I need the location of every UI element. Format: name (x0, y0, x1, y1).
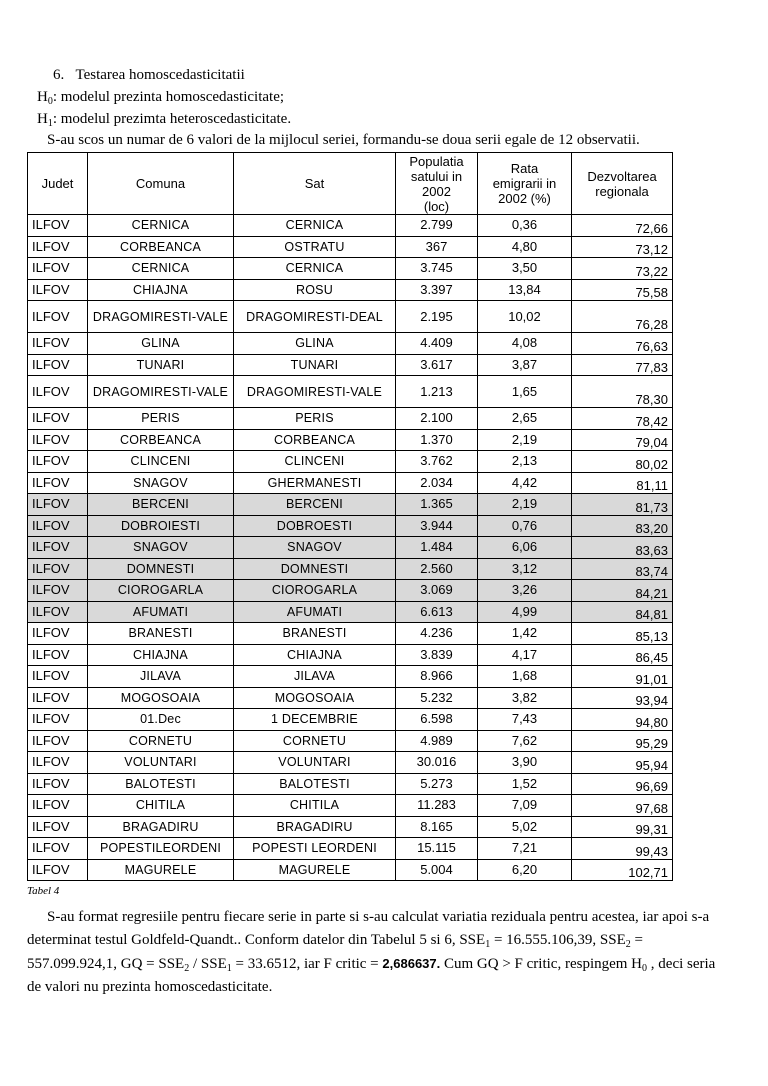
cell-dezvoltare: 80,02 (572, 451, 673, 473)
cell-comuna: CHIAJNA (88, 279, 234, 301)
table-row (28, 515, 673, 537)
cell-sat: POPESTI LEORDENI (234, 838, 396, 860)
hypothesis-h1: $H_1$: modelul prezimta heteroscedasticitate. (37, 111, 292, 129)
cell-sat: OSTRATU (234, 236, 396, 258)
cell-comuna: 01.Dec (88, 709, 234, 731)
table-row (28, 354, 673, 376)
cell-populatia: 5.232 (396, 687, 478, 709)
cell-judet: ILFOV (28, 795, 88, 817)
table-row (28, 451, 673, 473)
cell-judet: ILFOV (28, 408, 88, 430)
cell-sat: TUNARI (234, 354, 396, 376)
cell-comuna: CERNICA (88, 215, 234, 237)
cell-populatia: 2.034 (396, 472, 478, 494)
cell-populatia: 6.613 (396, 601, 478, 623)
cell-populatia: 3.745 (396, 258, 478, 280)
cell-rata: 2,19 (478, 429, 572, 451)
cell-comuna: BERCENI (88, 494, 234, 516)
table-row (28, 666, 673, 688)
cell-comuna: MAGURELE (88, 859, 234, 881)
cell-rata: 3,90 (478, 752, 572, 774)
cell-populatia: 3.944 (396, 515, 478, 537)
cell-comuna: VOLUNTARI (88, 752, 234, 774)
cell-rata: 6,20 (478, 859, 572, 881)
cell-dezvoltare: 83,20 (572, 515, 673, 537)
cell-dezvoltare: 97,68 (572, 795, 673, 817)
cell-comuna: CORNETU (88, 730, 234, 752)
section-number: 6. (53, 67, 65, 83)
cell-sat: CORNETU (234, 730, 396, 752)
cell-comuna: TUNARI (88, 354, 234, 376)
cell-populatia: 15.115 (396, 838, 478, 860)
cell-populatia: 3.839 (396, 644, 478, 666)
cell-populatia: 3.397 (396, 279, 478, 301)
cell-comuna: BRAGADIRU (88, 816, 234, 838)
cell-dezvoltare: 78,42 (572, 408, 673, 430)
cell-populatia: 30.016 (396, 752, 478, 774)
cell-judet: ILFOV (28, 429, 88, 451)
cell-dezvoltare: 78,30 (572, 376, 673, 408)
table-row (28, 429, 673, 451)
cell-comuna: CLINCENI (88, 451, 234, 473)
cell-rata: 2,65 (478, 408, 572, 430)
cell-rata: 1,42 (478, 623, 572, 645)
cell-dezvoltare: 95,29 (572, 730, 673, 752)
cell-judet: ILFOV (28, 666, 88, 688)
header-judet: Judet (28, 153, 88, 215)
cell-rata: 5,02 (478, 816, 572, 838)
cell-rata: 2,19 (478, 494, 572, 516)
cell-comuna: CORBEANCA (88, 236, 234, 258)
f-critic-value: 2,686637. (382, 956, 441, 971)
table-row (28, 709, 673, 731)
cell-sat: BRANESTI (234, 623, 396, 645)
cell-sat: BRAGADIRU (234, 816, 396, 838)
cell-sat: MAGURELE (234, 859, 396, 881)
cell-sat: GHERMANESTI (234, 472, 396, 494)
table-header-row (28, 153, 673, 215)
table-row (28, 644, 673, 666)
cell-rata: 10,02 (478, 301, 572, 333)
cell-rata: 2,13 (478, 451, 572, 473)
cell-populatia: 8.165 (396, 816, 478, 838)
table-row (28, 333, 673, 355)
table-row (28, 236, 673, 258)
cell-sat: DRAGOMIRESTI-DEAL (234, 301, 396, 333)
cell-rata: 7,62 (478, 730, 572, 752)
table-row (28, 601, 673, 623)
cell-judet: ILFOV (28, 580, 88, 602)
cell-judet: ILFOV (28, 709, 88, 731)
cell-comuna: CHIAJNA (88, 644, 234, 666)
cell-rata: 0,36 (478, 215, 572, 237)
table-row (28, 408, 673, 430)
cell-sat: SNAGOV (234, 537, 396, 559)
table-row (28, 472, 673, 494)
cell-rata: 4,08 (478, 333, 572, 355)
cell-judet: ILFOV (28, 558, 88, 580)
table-row (28, 730, 673, 752)
cell-comuna: GLINA (88, 333, 234, 355)
cell-judet: ILFOV (28, 816, 88, 838)
cell-comuna: AFUMATI (88, 601, 234, 623)
cell-judet: ILFOV (28, 301, 88, 333)
cell-dezvoltare: 73,22 (572, 258, 673, 280)
cell-judet: ILFOV (28, 515, 88, 537)
cell-comuna: CIOROGARLA (88, 580, 234, 602)
cell-sat: PERIS (234, 408, 396, 430)
cell-dezvoltare: 72,66 (572, 215, 673, 237)
cell-populatia: 4.236 (396, 623, 478, 645)
cell-dezvoltare: 99,43 (572, 838, 673, 860)
cell-rata: 4,17 (478, 644, 572, 666)
table-row (28, 537, 673, 559)
cell-populatia: 1.365 (396, 494, 478, 516)
cell-rata: 7,43 (478, 709, 572, 731)
table-row (28, 301, 673, 333)
cell-sat: MOGOSOAIA (234, 687, 396, 709)
table-row (28, 859, 673, 881)
cell-populatia: 4.989 (396, 730, 478, 752)
cell-populatia: 2.560 (396, 558, 478, 580)
cell-populatia: 5.273 (396, 773, 478, 795)
cell-judet: ILFOV (28, 236, 88, 258)
hypothesis-h0: $H_0$: modelul prezinta homoscedasticitate; (37, 89, 285, 107)
cell-dezvoltare: 76,63 (572, 333, 673, 355)
cell-judet: ILFOV (28, 451, 88, 473)
cell-judet: ILFOV (28, 730, 88, 752)
table-row (28, 838, 673, 860)
cell-comuna: JILAVA (88, 666, 234, 688)
cell-comuna: DOBROIESTI (88, 515, 234, 537)
cell-rata: 1,52 (478, 773, 572, 795)
table-caption: Tabel 4 (27, 885, 60, 897)
cell-judet: ILFOV (28, 376, 88, 408)
cell-populatia: 1.484 (396, 537, 478, 559)
cell-populatia: 5.004 (396, 859, 478, 881)
cell-comuna: DRAGOMIRESTI-VALE (88, 301, 234, 333)
cell-comuna: MOGOSOAIA (88, 687, 234, 709)
table-row (28, 687, 673, 709)
cell-judet: ILFOV (28, 601, 88, 623)
cell-sat: DOMNESTI (234, 558, 396, 580)
data-table (27, 152, 673, 881)
header-dezvoltare: Dezvoltarea regionala (572, 153, 673, 215)
cell-rata: 4,80 (478, 236, 572, 258)
cell-judet: ILFOV (28, 472, 88, 494)
cell-dezvoltare: 77,83 (572, 354, 673, 376)
cell-sat: BERCENI (234, 494, 396, 516)
header-sat: Sat (234, 153, 396, 215)
cell-populatia: 367 (396, 236, 478, 258)
intro-text: S-au scos un numar de 6 valori de la mijlocul seriei, formandu-se doua serii egale de 12 observatii. (47, 132, 640, 148)
cell-sat: DOBROESTI (234, 515, 396, 537)
cell-sat: CERNICA (234, 215, 396, 237)
table-row (28, 816, 673, 838)
cell-dezvoltare: 73,12 (572, 236, 673, 258)
cell-judet: ILFOV (28, 333, 88, 355)
table-row (28, 376, 673, 408)
table-row (28, 558, 673, 580)
cell-dezvoltare: 95,94 (572, 752, 673, 774)
cell-dezvoltare: 84,81 (572, 601, 673, 623)
cell-sat: CIOROGARLA (234, 580, 396, 602)
cell-sat: AFUMATI (234, 601, 396, 623)
cell-rata: 3,50 (478, 258, 572, 280)
cell-dezvoltare: 86,45 (572, 644, 673, 666)
cell-comuna: CHITILA (88, 795, 234, 817)
cell-comuna: SNAGOV (88, 472, 234, 494)
cell-comuna: DRAGOMIRESTI-VALE (88, 376, 234, 408)
cell-comuna: SNAGOV (88, 537, 234, 559)
cell-populatia: 8.966 (396, 666, 478, 688)
cell-populatia: 6.598 (396, 709, 478, 731)
cell-dezvoltare: 76,28 (572, 301, 673, 333)
cell-rata: 7,21 (478, 838, 572, 860)
cell-rata: 13,84 (478, 279, 572, 301)
cell-sat: DRAGOMIRESTI-VALE (234, 376, 396, 408)
cell-comuna: PERIS (88, 408, 234, 430)
cell-sat: CHIAJNA (234, 644, 396, 666)
cell-populatia: 3.617 (396, 354, 478, 376)
cell-rata: 3,82 (478, 687, 572, 709)
cell-judet: ILFOV (28, 215, 88, 237)
table-body (28, 215, 673, 881)
cell-dezvoltare: 79,04 (572, 429, 673, 451)
cell-populatia: 1.213 (396, 376, 478, 408)
cell-rata: 7,09 (478, 795, 572, 817)
cell-dezvoltare: 81,73 (572, 494, 673, 516)
table-row (28, 215, 673, 237)
cell-dezvoltare: 102,71 (572, 859, 673, 881)
cell-populatia: 2.195 (396, 301, 478, 333)
cell-dezvoltare: 94,80 (572, 709, 673, 731)
table-row (28, 494, 673, 516)
cell-comuna: DOMNESTI (88, 558, 234, 580)
cell-dezvoltare: 93,94 (572, 687, 673, 709)
cell-rata: 4,42 (478, 472, 572, 494)
cell-dezvoltare: 83,63 (572, 537, 673, 559)
cell-judet: ILFOV (28, 859, 88, 881)
cell-rata: 0,76 (478, 515, 572, 537)
cell-rata: 1,65 (478, 376, 572, 408)
cell-judet: ILFOV (28, 687, 88, 709)
cell-populatia: 2.799 (396, 215, 478, 237)
cell-sat: CLINCENI (234, 451, 396, 473)
cell-judet: ILFOV (28, 838, 88, 860)
table-row (28, 258, 673, 280)
cell-sat: CHITILA (234, 795, 396, 817)
table-row (28, 773, 673, 795)
cell-populatia: 2.100 (396, 408, 478, 430)
cell-dezvoltare: 91,01 (572, 666, 673, 688)
cell-rata: 3,12 (478, 558, 572, 580)
cell-judet: ILFOV (28, 623, 88, 645)
table-row (28, 580, 673, 602)
cell-comuna: CERNICA (88, 258, 234, 280)
section-title: Testarea homoscedasticitatii (75, 67, 245, 83)
cell-sat: JILAVA (234, 666, 396, 688)
cell-sat: ROSU (234, 279, 396, 301)
table-row (28, 752, 673, 774)
cell-populatia: 3.069 (396, 580, 478, 602)
header-rata: Rata emigrarii in 2002 (%) (478, 153, 572, 215)
table-row (28, 279, 673, 301)
cell-sat: CERNICA (234, 258, 396, 280)
table-row (28, 623, 673, 645)
cell-dezvoltare: 81,11 (572, 472, 673, 494)
cell-comuna: BALOTESTI (88, 773, 234, 795)
cell-judet: ILFOV (28, 752, 88, 774)
cell-judet: ILFOV (28, 258, 88, 280)
cell-judet: ILFOV (28, 354, 88, 376)
cell-sat: BALOTESTI (234, 773, 396, 795)
cell-dezvoltare: 75,58 (572, 279, 673, 301)
cell-dezvoltare: 99,31 (572, 816, 673, 838)
table-row (28, 795, 673, 817)
conclusion-paragraph: S-au format regresiile pentru fiecare serie in parte si s-au calculat variatia reziduala pentru acestea, iar apoi s-a determinat testul Goldfeld-Quandt.. Conform datelor din Tabelul 5 si 6, $SSE_1 = 16.555.106,39$, $SSE_2 = 557.099.924,1$, GQ = $SSE_2 / SSE_1 = 33.6512$, iar F critic = 2,686637. Cum GQ > F critic, respingem $H_0$ , deci seria de valori nu prezinta homoscedasticitate. (27, 909, 716, 995)
header-populatia: Populatia satului in 2002 (loc) (396, 153, 478, 215)
cell-populatia: 11.283 (396, 795, 478, 817)
cell-rata: 6,06 (478, 537, 572, 559)
cell-judet: ILFOV (28, 537, 88, 559)
cell-judet: ILFOV (28, 279, 88, 301)
cell-judet: ILFOV (28, 494, 88, 516)
cell-dezvoltare: 83,74 (572, 558, 673, 580)
cell-comuna: CORBEANCA (88, 429, 234, 451)
cell-sat: CORBEANCA (234, 429, 396, 451)
cell-sat: 1 DECEMBRIE (234, 709, 396, 731)
cell-comuna: BRANESTI (88, 623, 234, 645)
cell-rata: 3,26 (478, 580, 572, 602)
header-comuna: Comuna (88, 153, 234, 215)
cell-rata: 4,99 (478, 601, 572, 623)
cell-dezvoltare: 96,69 (572, 773, 673, 795)
cell-sat: VOLUNTARI (234, 752, 396, 774)
section-heading (53, 66, 245, 84)
cell-populatia: 4.409 (396, 333, 478, 355)
cell-judet: ILFOV (28, 773, 88, 795)
cell-rata: 1,68 (478, 666, 572, 688)
cell-populatia: 1.370 (396, 429, 478, 451)
cell-sat: GLINA (234, 333, 396, 355)
cell-populatia: 3.762 (396, 451, 478, 473)
cell-rata: 3,87 (478, 354, 572, 376)
cell-judet: ILFOV (28, 644, 88, 666)
cell-dezvoltare: 84,21 (572, 580, 673, 602)
cell-dezvoltare: 85,13 (572, 623, 673, 645)
cell-comuna: POPESTILEORDENI (88, 838, 234, 860)
